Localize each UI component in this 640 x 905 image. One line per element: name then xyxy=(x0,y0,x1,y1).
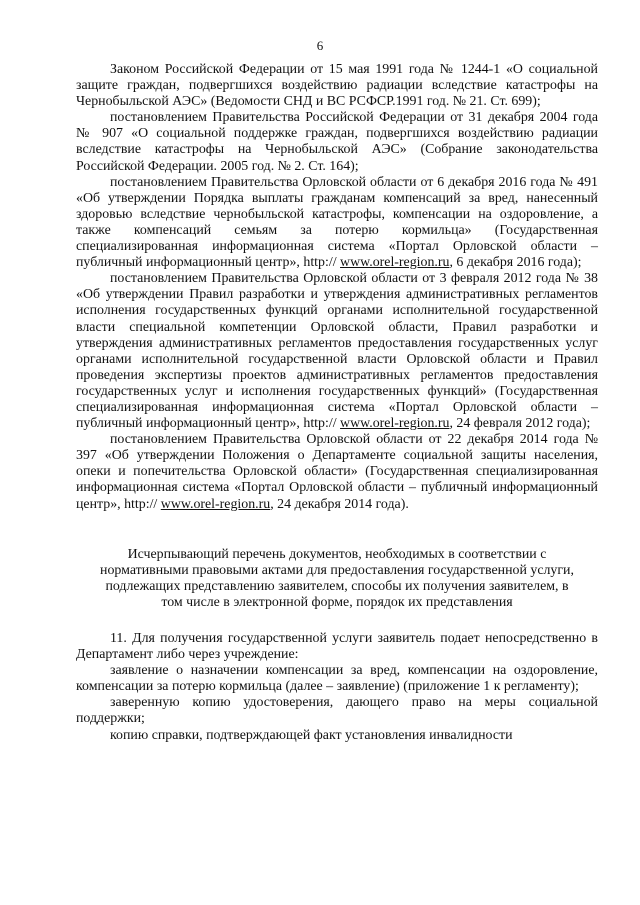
heading-line: том числе в электронной форме, порядок их представления xyxy=(161,594,513,610)
document-body xyxy=(76,62,598,744)
legal-basis-text: постановлением Правительства Орловской области от 6 декабря 2016 года № 491 «Об утверждении Порядка выплаты гражданам компенсаций за вред, нанесенный здоровью вследствие чернобыльской катастрофы, компенсации на оздоровление, а также компенсаций семьям за потерю кормильца» (Государственная специализированная информационная система «Портал Орловской области – публичный информационный центр», http:// xyxy=(76,174,598,271)
heading-line: подлежащих представлению заявителем, способы их получения заявителем, в xyxy=(105,578,569,594)
legal-basis-item: Законом Российской Федерации от 15 мая 1991 года № 1244-1 «О социальной защите граждан, подвергшихся воздействию радиации вследствие катастрофы на Чернобыльской АЭС» (Ведомости СНД и ВС РСФСР.1991 год. № 21. Ст. 699); xyxy=(76,62,598,110)
document-list-item: заверенную копию удостоверения, дающего право на меры социальной поддержки; xyxy=(76,695,598,727)
legal-basis-item xyxy=(76,271,598,432)
legal-basis-text: , 24 декабря 2014 года). xyxy=(270,496,409,512)
heading-line: Исчерпывающий перечень документов, необходимых в соответствии с xyxy=(127,546,547,562)
legal-basis-item xyxy=(76,175,598,272)
legal-basis-text: , 6 декабря 2016 года); xyxy=(449,255,582,271)
section-heading xyxy=(76,547,598,611)
clause-11: 11. Для получения государственной услуги заявитель подает непосредственно в Департамент либо через учреждение: xyxy=(76,631,598,663)
legal-basis-text: постановлением Правительства Орловской области от 22 декабря 2014 года № 397 «Об утверждении Положения о Департаменте социальной защиты населения, опеки и попечительства Орловской области» (Государственная специализированная информационная система «Портал Орловской области – публичный информационный центр», http:// xyxy=(76,432,598,512)
document-list-item: копию справки, подтверждающей факт установления инвалидности xyxy=(110,727,513,743)
document-list-item: заявление о назначении компенсации за вред, компенсации на оздоровление, компенсации за потерю кормильца (далее – заявление) (приложение 1 к регламенту); xyxy=(76,663,598,695)
legal-basis-item: постановлением Правительства Российской Федерации от 31 декабря 2004 года № 907 «О социальной поддержке граждан, подвергшихся воздействию радиации вследствие катастрофы на Чернобыльской АЭС» (Собрание законодательства Российской Федерации. 2005 год. № 2. Ст. 164); xyxy=(76,110,598,174)
heading-line: нормативными правовыми актами для предоставления государственной услуги, xyxy=(100,562,574,578)
portal-link[interactable]: www.orel-region.ru xyxy=(340,416,450,432)
legal-basis-text: постановлением Правительства Орловской области от 3 февраля 2012 года № 38 «Об утверждении Правил разработки и утверждения административных регламентов исполнения государственных функций органами исполнительной государственной власти специальной компетенции Орловской области, Правил разработки и утверждения административных регламентов предоставления государственных услуг органами исполнительной государственной власти Орловской области и Правил проведения экспертизы проектов административных регламентов предоставления государственных услуг и исполнения государственных функций» (Государственная специализированная информационная система «Портал Орловской области – публичный информационный центр», http:// xyxy=(76,271,598,432)
legal-basis-item xyxy=(76,432,598,512)
page-number: 6 xyxy=(316,38,324,53)
portal-link[interactable]: www.orel-region.ru xyxy=(160,496,271,512)
legal-basis-text: , 24 февраля 2012 года); xyxy=(449,416,591,432)
portal-link[interactable]: www.orel-region.ru xyxy=(340,255,450,271)
